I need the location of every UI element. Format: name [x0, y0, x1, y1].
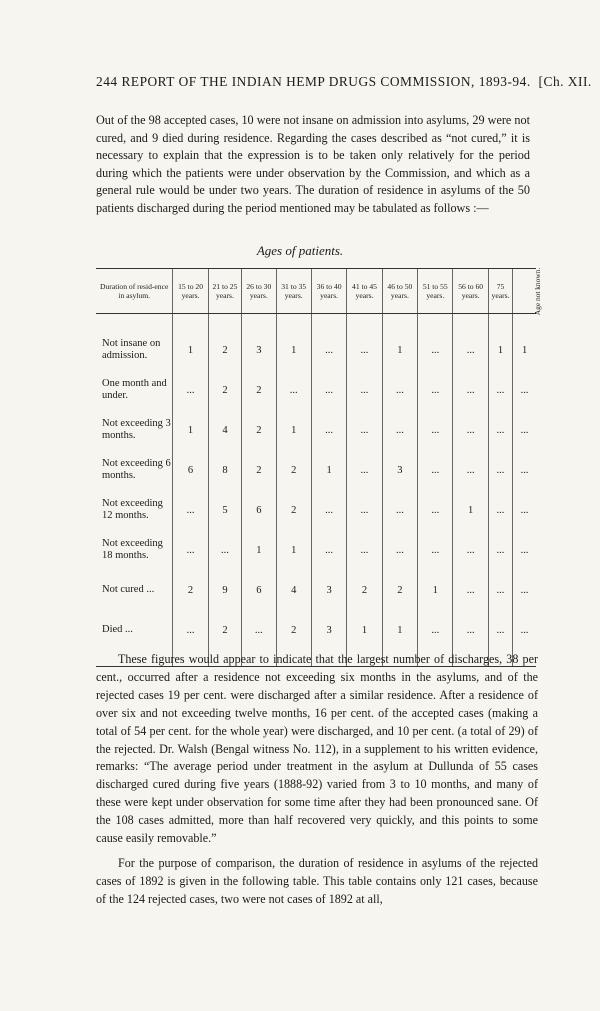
table-cell: ...: [242, 610, 276, 650]
table-cell: 1: [513, 330, 536, 370]
spacer-cell: [208, 314, 241, 331]
row-label: Not exceeding 3 months.: [102, 418, 171, 441]
table-cell: ...: [418, 450, 453, 490]
table-cell: 1: [347, 610, 382, 650]
spacer-cell: [276, 314, 311, 331]
page-number: 244: [96, 74, 118, 89]
table-cell: ...: [347, 330, 382, 370]
table-cell: 1: [453, 490, 488, 530]
table-cell: ...: [488, 370, 512, 410]
table-cell: 2: [382, 570, 417, 610]
table-cell: ...: [382, 370, 417, 410]
table-row: [96, 410, 536, 450]
table-cell: ...: [208, 530, 241, 570]
table-cell: ...: [311, 530, 346, 570]
paragraph-intro: Out of the 98 accepted cases, 10 were not insane on admission into asylums, 29 were not cured, and 9 died during residence. Regarding the cases described as “not cured,” it is necessary to explain that the expression is to be taken only relatively for the period during which the patients were under observation by the Commission, and which as a general rule would be under two years. The duration of residence in asylums of the 50 patients discharged during the period mentioned may be tabulated as follows :—: [96, 113, 530, 215]
table-cell: 6: [242, 570, 276, 610]
table-cell: ...: [488, 530, 512, 570]
table-cell: 2: [347, 570, 382, 610]
table-cell: ...: [382, 410, 417, 450]
column-header: 15 to 20 years.: [173, 269, 208, 314]
row-label: One month and under.: [102, 378, 167, 401]
paragraph-comparison: For the purpose of comparison, the duration of residence in asylums of the rejected cases of 1892 is given in the following table. This table contains only 121 cases, because of the 124 rejected cases, two were not cases of 1892 at all,: [96, 856, 538, 906]
spacer-cell: [488, 314, 512, 331]
table-cell: 8: [208, 450, 241, 490]
table-row: [96, 370, 536, 410]
table-cell: 1: [382, 610, 417, 650]
spacer-cell: [418, 314, 453, 331]
table-cell: 6: [173, 450, 208, 490]
table-cell: ...: [311, 410, 346, 450]
table-cell: ...: [418, 530, 453, 570]
table-cell: ...: [513, 610, 536, 650]
table-cell: ...: [488, 610, 512, 650]
row-label: Not insane on admission.: [102, 338, 161, 361]
column-header: 75 years.: [488, 269, 512, 314]
table-cell: ...: [311, 370, 346, 410]
table-cell: ...: [513, 450, 536, 490]
table-cell: ...: [347, 370, 382, 410]
table-cell: 2: [242, 450, 276, 490]
table-cell: 1: [173, 410, 208, 450]
table-cell: 1: [311, 450, 346, 490]
table-cell: ...: [276, 370, 311, 410]
table-row: [96, 530, 536, 570]
table-cell: 2: [242, 410, 276, 450]
row-label: Not exceeding 6 months.: [102, 458, 171, 481]
table-row: [96, 450, 536, 490]
column-header: 51 to 55 years.: [418, 269, 453, 314]
column-header: 41 to 45 years.: [347, 269, 382, 314]
table-cell: ...: [173, 490, 208, 530]
table-cell: 3: [382, 450, 417, 490]
table-cell: ...: [453, 370, 488, 410]
table-cell: ...: [418, 410, 453, 450]
row-label: Died ...: [102, 624, 133, 635]
column-header: 56 to 60 years.: [453, 269, 488, 314]
table-cell: ...: [418, 490, 453, 530]
table-cell: 4: [208, 410, 241, 450]
running-header: [96, 74, 592, 90]
column-header: 46 to 50 years.: [382, 269, 417, 314]
table-cell: 2: [242, 370, 276, 410]
table-cell: ...: [418, 610, 453, 650]
table-cell: ...: [382, 490, 417, 530]
chapter-label: [Ch. XII.: [538, 74, 592, 89]
column-header: 31 to 35 years.: [276, 269, 311, 314]
table-cell: 1: [242, 530, 276, 570]
table-cell: 2: [276, 610, 311, 650]
table-cell: 1: [382, 330, 417, 370]
table-cell: ...: [488, 450, 512, 490]
table-cell: ...: [418, 370, 453, 410]
table-cell: ...: [382, 530, 417, 570]
table-cell: 4: [276, 570, 311, 610]
table-cell: ...: [173, 370, 208, 410]
rotated-header-label: Age not known.: [533, 267, 543, 315]
running-title: REPORT OF THE INDIAN HEMP DRUGS COMMISSION, 1893-94.: [121, 74, 531, 89]
table-cell: 1: [173, 330, 208, 370]
table-cell: 1: [488, 330, 512, 370]
table-cell: ...: [488, 410, 512, 450]
table-cell: 1: [418, 570, 453, 610]
column-header: [513, 267, 543, 315]
table-cell: 2: [276, 450, 311, 490]
table-cell: 1: [276, 530, 311, 570]
table-cell: ...: [347, 530, 382, 570]
table-row: [96, 570, 536, 610]
table-cell: ...: [488, 570, 512, 610]
table-cell: 2: [173, 570, 208, 610]
table-cell: 3: [311, 570, 346, 610]
table-cell: ...: [347, 490, 382, 530]
table-row: [96, 610, 536, 650]
row-label: Not exceeding 12 months.: [102, 498, 163, 521]
spacer-cell: [242, 314, 276, 331]
table-cell: 2: [208, 370, 241, 410]
table-cell: 2: [276, 490, 311, 530]
spacer-cell: [347, 314, 382, 331]
table-cell: 1: [276, 410, 311, 450]
column-header: Duration of resid-ence in asylum.: [96, 269, 173, 314]
table-cell: 2: [208, 330, 241, 370]
table-cell: 9: [208, 570, 241, 610]
table-title: Ages of patients.: [256, 243, 344, 258]
table-row: [96, 330, 536, 370]
spacer-cell: [173, 314, 208, 331]
table-cell: ...: [173, 530, 208, 570]
spacer-cell: [311, 314, 346, 331]
table-cell: ...: [453, 610, 488, 650]
spacer-cell: [382, 314, 417, 331]
column-header: 36 to 40 years.: [311, 269, 346, 314]
column-header: 26 to 30 years.: [242, 269, 276, 314]
spacer-cell: [96, 314, 173, 331]
table-cell: ...: [311, 490, 346, 530]
spacer-cell: [513, 314, 536, 331]
column-header: 21 to 25 years.: [208, 269, 241, 314]
table-cell: ...: [418, 330, 453, 370]
table-cell: 6: [242, 490, 276, 530]
table-cell: ...: [453, 570, 488, 610]
row-label: Not cured ...: [102, 584, 155, 595]
table-cell: ...: [513, 530, 536, 570]
table-spacer-row: [96, 314, 536, 331]
table-cell: 2: [208, 610, 241, 650]
table-cell: ...: [453, 410, 488, 450]
spacer-cell: [453, 314, 488, 331]
table-cell: ...: [453, 450, 488, 490]
table-cell: ...: [347, 450, 382, 490]
table-cell: ...: [513, 570, 536, 610]
table-cell: ...: [453, 330, 488, 370]
table-cell: 3: [311, 610, 346, 650]
table-cell: 1: [276, 330, 311, 370]
table-header-row: [96, 269, 536, 314]
table-cell: ...: [173, 610, 208, 650]
table-cell: ...: [311, 330, 346, 370]
table-cell: 5: [208, 490, 241, 530]
paragraph-discussion: These figures would appear to indicate that the largest number of discharges, 38 per cent., occurred after a residence not exceeding six months in the asylums, and of the rejected cases 19 per cent. were discharged after a similar residence. After a residence of over six and not exceeding twelve months, 16 per cent. of the accepted cases (making a total of 54 per cent. for the whole year) were discharged, and 10 per cent. (a total of 29) of the rejected. Dr. Walsh (Bengal witness No. 112), in a supplement to his written evidence, remarks: “The average period under treatment in the asylum at Dullunda of 55 cases discharged cured during five years (1888-92) varied from 3 to 10 months, and many of these were kept under observation for some time after they had been pronounced sane. Of the 108 cases admitted, more than half recovered very quickly, and this points to some cause easily removable.”: [96, 652, 538, 846]
table-cell: ...: [513, 410, 536, 450]
table-cell: ...: [513, 490, 536, 530]
table-cell: ...: [513, 370, 536, 410]
table-cell: ...: [488, 490, 512, 530]
table-cell: 3: [242, 330, 276, 370]
table-cell: ...: [347, 410, 382, 450]
table-row: [96, 490, 536, 530]
residence-table: [96, 267, 543, 667]
row-label: Not exceeding 18 months.: [102, 538, 163, 561]
table-cell: ...: [453, 530, 488, 570]
